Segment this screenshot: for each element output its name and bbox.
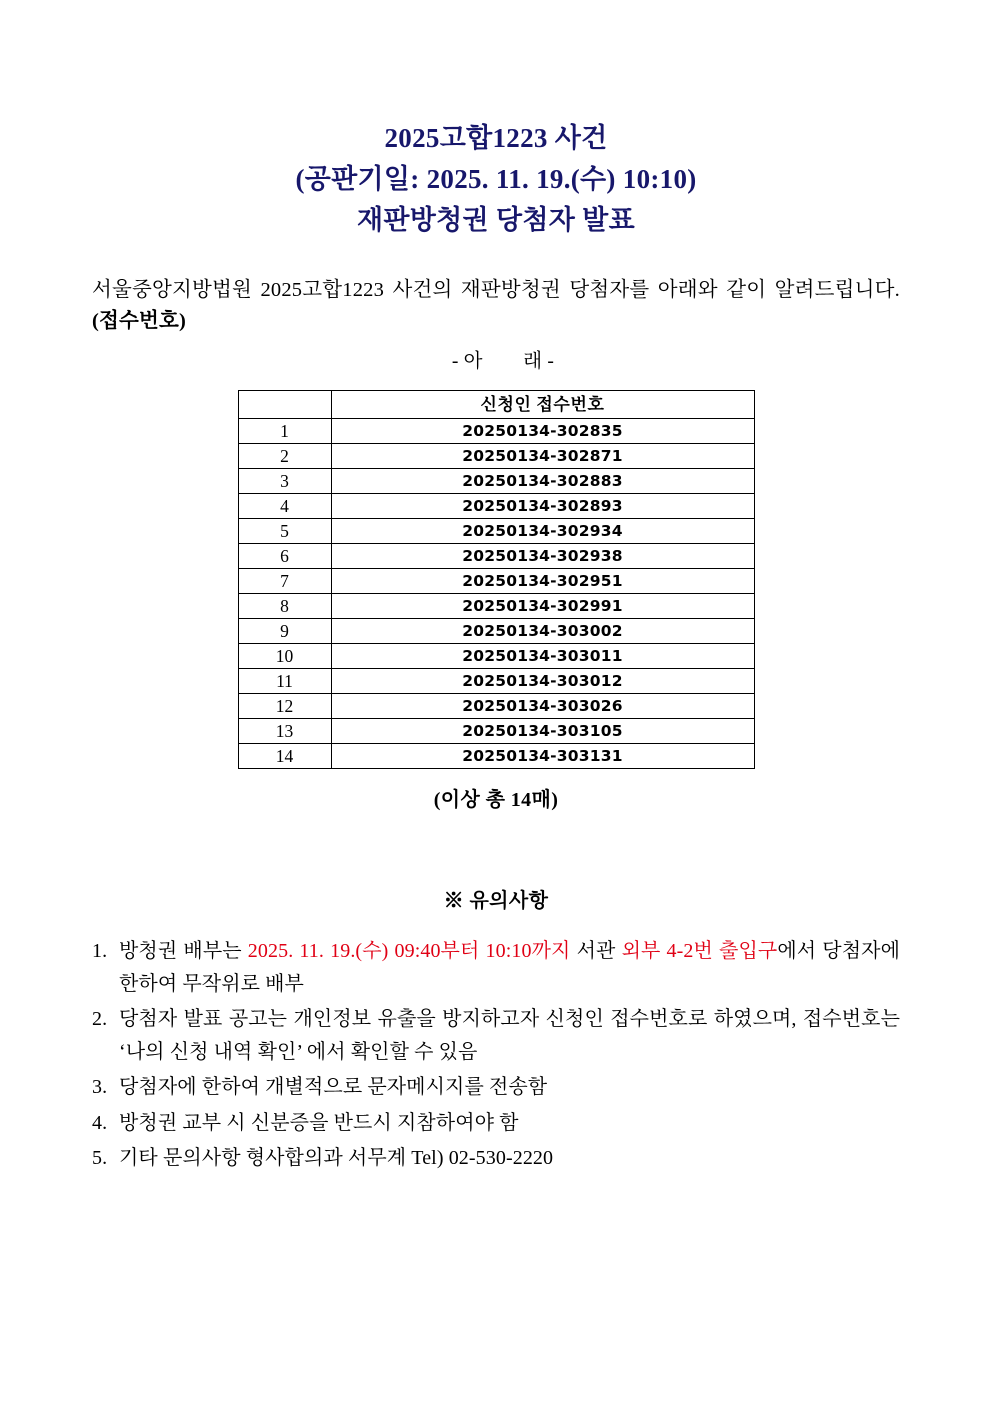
- total-count-label: (이상 총 14매): [433, 789, 559, 811]
- row-index: 10: [238, 644, 331, 669]
- row-index: 6: [238, 544, 331, 569]
- notice-segment-highlight: 2025. 11. 19.(수) 09:40부터 10:10까지: [247, 940, 571, 962]
- row-receipt-no: 20250134-303002: [331, 619, 754, 644]
- notice-segment: 방청권 배부는: [119, 940, 248, 962]
- list-item-text: 당첨자에 한하여 개별적으로 문자메시지를 전송함: [119, 1076, 548, 1098]
- row-receipt-no: 20250134-302893: [331, 494, 754, 519]
- list-item: [92, 1003, 900, 1068]
- row-index: 14: [238, 744, 331, 769]
- row-receipt-no: 20250134-302835: [331, 419, 754, 444]
- list-item-text: 방청권 교부 시 신분증을 반드시 지참하여야 함: [119, 1111, 519, 1134]
- page-title: [0, 0, 992, 241]
- row-receipt-no: 20250134-302871: [331, 444, 754, 469]
- table-row: [238, 519, 754, 544]
- list-item-number: 1.: [92, 940, 108, 962]
- list-item-text: [119, 935, 900, 1000]
- table-header-row: [238, 391, 754, 419]
- list-item: [92, 1071, 900, 1104]
- row-index: 8: [238, 594, 331, 619]
- title-line-2: (공판기일: 2025. 11. 19.(수) 10:10): [295, 164, 697, 194]
- receipt-table: [238, 390, 755, 769]
- row-index: 9: [238, 619, 331, 644]
- notice-segment: 에서 당첨자에 한하여 무작위로 배부: [119, 940, 900, 995]
- table-row: [238, 719, 754, 744]
- list-item: [92, 1142, 900, 1175]
- intro-paragraph: [92, 275, 900, 337]
- row-receipt-no: 20250134-303131: [331, 744, 754, 769]
- title-line-1: 2025고합1223 사건: [384, 123, 608, 153]
- table-row: [238, 494, 754, 519]
- row-receipt-no: 20250134-302934: [331, 519, 754, 544]
- row-receipt-no: 20250134-302938: [331, 544, 754, 569]
- column-header-index: [238, 391, 331, 419]
- intro-text-bold: (접수번호): [92, 310, 187, 332]
- list-item-number: 2.: [92, 1008, 108, 1030]
- table-row: [238, 594, 754, 619]
- divider-label: - 아 래 -: [451, 351, 555, 372]
- list-item-number: 3.: [92, 1076, 108, 1098]
- row-index: 1: [238, 419, 331, 444]
- row-index: 4: [238, 494, 331, 519]
- row-receipt-no: 20250134-302951: [331, 569, 754, 594]
- notice-heading: ※ 유의사항: [443, 890, 549, 912]
- table-row: [238, 569, 754, 594]
- row-receipt-no: 20250134-302991: [331, 594, 754, 619]
- table-row: [238, 644, 754, 669]
- row-index: 7: [238, 569, 331, 594]
- row-index: 3: [238, 469, 331, 494]
- row-index: 5: [238, 519, 331, 544]
- table-row: [238, 419, 754, 444]
- row-receipt-no: 20250134-303026: [331, 694, 754, 719]
- list-item-text: 기타 문의사항 형사합의과 서무계 Tel) 02-530-2220: [119, 1147, 554, 1169]
- list-item-number: 4.: [92, 1111, 108, 1134]
- row-index: 11: [238, 669, 331, 694]
- row-receipt-no: 20250134-303012: [331, 669, 754, 694]
- list-item: [92, 935, 900, 1000]
- table-row: [238, 669, 754, 694]
- list-item-text: 당첨자 발표 공고는 개인정보 유출을 방지하고자 신청인 접수번호로 하였으며, 접수번호는 ‘나의 신청 내역 확인’ 에서 확인할 수 있음: [119, 1008, 900, 1063]
- row-receipt-no: 20250134-302883: [331, 469, 754, 494]
- list-item: [92, 1107, 900, 1140]
- row-index: 2: [238, 444, 331, 469]
- table-row: [238, 469, 754, 494]
- title-line-3: 재판방청권 당첨자 발표: [357, 205, 635, 235]
- table-row: [238, 544, 754, 569]
- table-row: [238, 694, 754, 719]
- notice-segment: 서관: [570, 940, 622, 962]
- notice-segment-highlight: 외부 4-2번 출입구: [621, 940, 778, 962]
- receipt-table-container: [0, 390, 992, 769]
- row-index: 12: [238, 694, 331, 719]
- row-index: 13: [238, 719, 331, 744]
- table-row: [238, 619, 754, 644]
- table-row: [238, 744, 754, 769]
- row-receipt-no: 20250134-303105: [331, 719, 754, 744]
- row-receipt-no: 20250134-303011: [331, 644, 754, 669]
- list-item-number: 5.: [92, 1147, 108, 1169]
- table-row: [238, 444, 754, 469]
- column-header-receipt-no: 신청인 접수번호: [331, 391, 754, 419]
- receipt-table-body: [238, 419, 754, 769]
- notice-list: [92, 935, 900, 1175]
- intro-text: 서울중앙지방법원 2025고합1223 사건의 재판방청권 당첨자를 아래와 같이 알려드립니다.: [92, 279, 900, 301]
